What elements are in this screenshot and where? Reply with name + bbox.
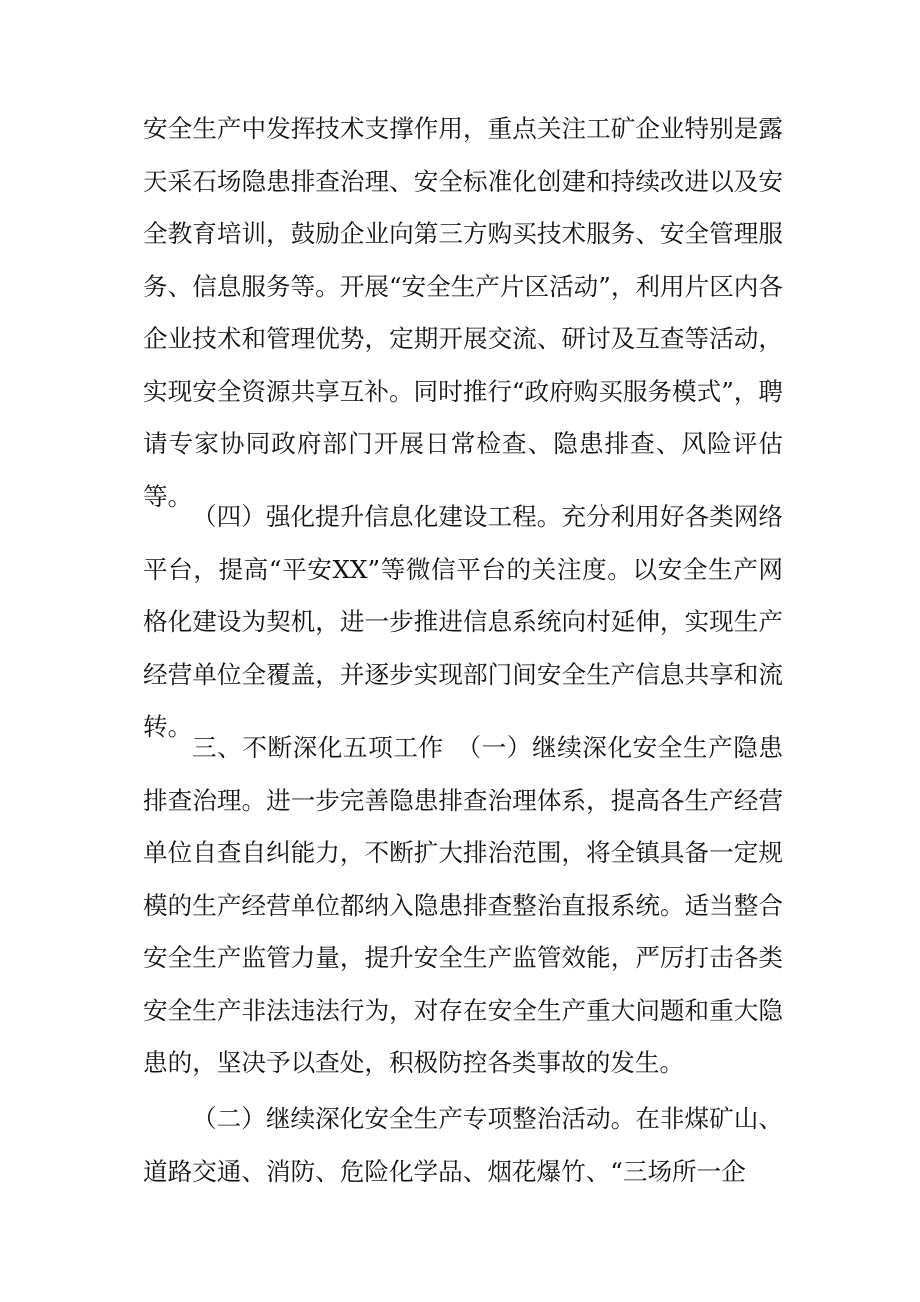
- paragraph-section-four: （四）强化提升信息化建设工程。充分利用好各类网络平台，提高“平安XX”等微信平台的关注度。以安全生产网格化建设为契机，进一步推进信息系统向村延伸，实现生产经营单位全覆盖，并逐步实现部门间安全生产信息共享和流转。: [143, 502, 783, 741]
- paragraph-section-three-two: （二）继续深化安全生产专项整治活动。在非煤矿山、道路交通、消防、危险化学品、烟花爆竹、“三场所一企: [143, 1104, 783, 1186]
- paragraph-section-three-one: 三、不断深化五项工作 （一）继续深化安全生产隐患排查治理。进一步完善隐患排查治理体系，提高各生产经营单位自查自纠能力，不断扩大排治范围，将全镇具备一定规模的生产经营单位都纳入隐患排查整治直报系统。适当整合安全生产监管力量，提升安全生产监管效能，严厉打击各类安全生产非法违法行为，对存在安全生产重大问题和重大隐患的，坚决予以查处，积极防控各类事故的发生。: [143, 733, 783, 1077]
- paragraph-continuation: 安全生产中发挥技术支撑作用，重点关注工矿企业特别是露天采石场隐患排查治理、安全标准化创建和持续改进以及安全教育培训，鼓励企业向第三方购买技术服务、安全管理服务、信息服务等。开展“安全生产片区活动”，利用片区内各企业技术和管理优势，定期开展交流、研讨及互查等活动，实现安全资源共享互补。同时推行“政府购买服务模式”，聘请专家协同政府部门开展日常检查、隐患排查、风险评估等。: [143, 114, 783, 511]
